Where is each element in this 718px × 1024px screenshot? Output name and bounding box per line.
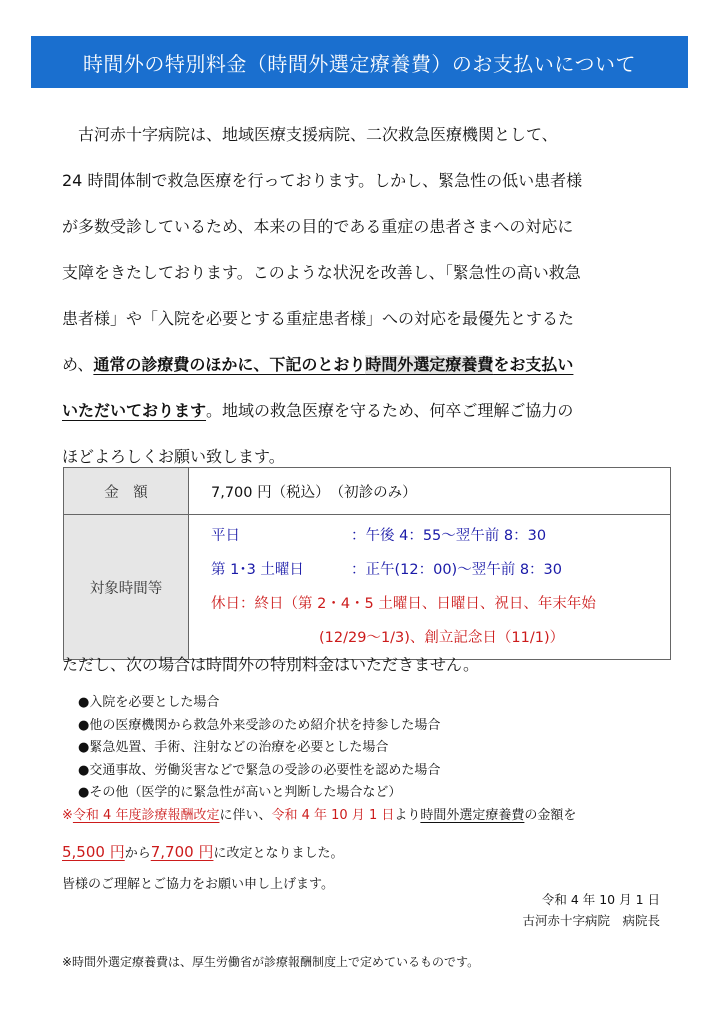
intro-line <box>62 342 662 388</box>
exceptions-list <box>78 692 440 805</box>
emphasis-text: 通常の診療費のほかに、下記のとおり時間外選定療養費をお支払い <box>93 355 574 374</box>
exceptions-heading: ただし、次の場合は時間外の特別料金はいただきません。 <box>62 655 479 674</box>
schedule-cell <box>189 515 671 660</box>
list-item: ●交通事故、労働災害などで緊急の受診の必要性を認めた場合 <box>78 762 441 778</box>
saturday-row: 第 1･3 土曜日 ：正午(12：00)～翌午前 8：30 <box>211 562 562 578</box>
time-label: 対象時間等 <box>64 515 189 660</box>
list-item: ●その他（医学的に緊急性が高いと判断した場合など） <box>78 785 402 801</box>
holiday-row: 休日：終日（第 2・4・5 土曜日、日曜日、祝日、年末年始 <box>211 596 596 612</box>
holiday-row-cont: (12/29～1/3)、創立記念日（11/1)） <box>319 630 565 646</box>
signature: 古河赤十字病院 病院長 <box>522 913 660 928</box>
intro-paragraph <box>62 112 662 480</box>
intro-line: 患者様」や「入院を必要とする重症患者様」への対応を最優先とするた <box>62 309 575 328</box>
fee-table <box>63 467 671 660</box>
intro-line: 24 時間体制で救急医療を行っております。しかし、緊急性の低い患者様 <box>62 171 583 190</box>
footnote: ※時間外選定療養費は、厚生労働省が診療報酬制度上で定めているものです。 <box>62 955 480 969</box>
intro-line: が多数受診しているため、本来の目的である重症の患者さまへの対応に <box>62 217 574 236</box>
page-title: 時間外の特別料金（時間外選定療養費）のお支払いについて <box>31 36 688 88</box>
intro-line: ほどよろしくお願い致します。 <box>62 447 285 466</box>
new-amount: 7,700 円 <box>150 843 214 861</box>
amount-value: 7,700 円（税込） （初診のみ） <box>189 468 671 515</box>
emphasis-text: いただいております <box>62 401 207 420</box>
table-row <box>64 515 671 660</box>
revision-notice: ※令和 4 年度診療報酬改定に伴い、令和 4 年 10 月 1 日より時間外選定療養費の金額を <box>62 808 577 823</box>
intro-text: 。地域の救急医療を守るため、何卒ご理解ご協力の <box>206 401 574 420</box>
intro-line: 支障をきたしております。このような状況を改善し、「緊急性の高い救急 <box>62 263 581 282</box>
list-item: ●緊急処置、手術、注射などの治療を必要とした場合 <box>78 740 389 756</box>
list-item: ●入院を必要とした場合 <box>78 695 220 710</box>
highlight-text: 時間外選定療養費 <box>365 355 494 374</box>
revision-reason: 令和 4 年度診療報酬改定 <box>72 808 220 823</box>
intro-line: 古河赤十字病院は、地域医療支援病院、二次救急医療機関として、 <box>78 125 558 144</box>
old-amount: 5,500 円 <box>62 843 125 861</box>
list-item: ●他の医療機関から救急外来受診のため紹介状を持参した場合 <box>78 717 441 733</box>
issue-date: 令和 4 年 10 月 1 日 <box>541 892 660 907</box>
intro-line <box>62 388 662 434</box>
weekday-row: 平日 ：午後 4：55～翌午前 8：30 <box>211 528 547 544</box>
revision-fee-name: 時間外選定療養費 <box>420 808 525 823</box>
revision-amounts: 5,500 円から7,700 円に改定となりました。 <box>62 843 344 861</box>
revision-date: 令和 4 年 10 月 1 日 <box>271 808 395 823</box>
thanks-text: 皆様のご理解とご協力をお願い申し上げます。 <box>62 877 334 892</box>
intro-text: め、 <box>62 355 94 374</box>
table-row <box>64 468 671 515</box>
amount-label: 金 額 <box>64 468 189 515</box>
